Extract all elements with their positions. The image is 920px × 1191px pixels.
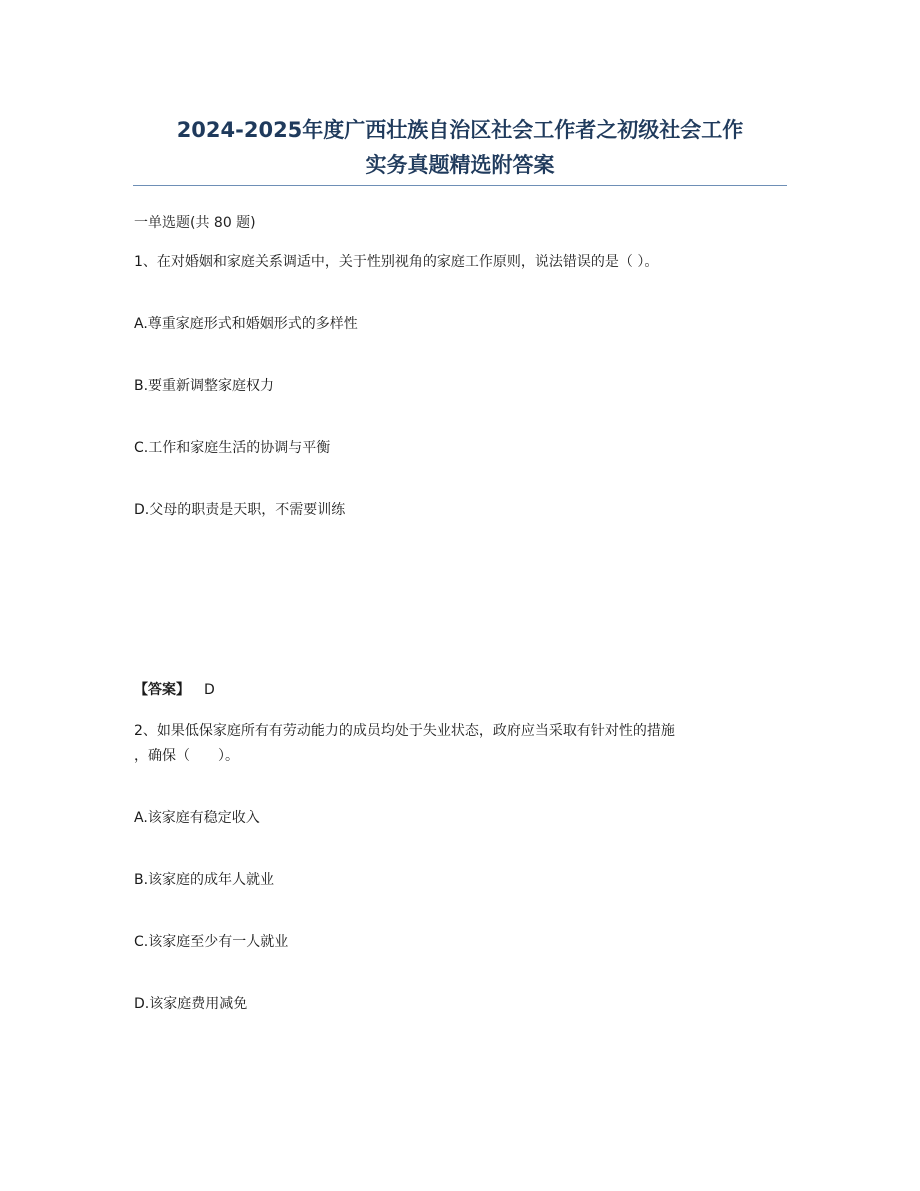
document-title-line-2: 实务真题精选附答案 <box>365 153 555 177</box>
question-1-option-b: B.要重新调整家庭权力 <box>134 378 275 394</box>
question-1-option-a: A.尊重家庭形式和婚姻形式的多样性 <box>134 316 358 332</box>
question-2-stem-line-1: 2、如果低保家庭所有有劳动能力的成员均处于失业状态，政府应当采取有针对性的措施 <box>134 723 675 739</box>
section-heading: 一单选题(共 80 题) <box>134 215 256 231</box>
question-2-option-c: C.该家庭至少有一人就业 <box>134 934 289 950</box>
document-title-line-1: 2024-2025年度广西壮族自治区社会工作者之初级社会工作 <box>176 118 744 142</box>
question-2-option-b: B.该家庭的成年人就业 <box>134 872 275 888</box>
question-2-option-d: D.该家庭费用减免 <box>134 996 248 1012</box>
question-2-stem-line-2: ，确保（ ）。 <box>134 748 239 764</box>
question-1-option-d: D.父母的职责是天职，不需要训练 <box>134 502 346 518</box>
title-divider <box>133 185 787 186</box>
answer-label: 【答案】 <box>134 682 190 698</box>
question-1-answer <box>134 680 215 700</box>
question-1-stem: 1、在对婚姻和家庭关系调适中，关于性别视角的家庭工作原则，说法错误的是（ ）。 <box>134 254 659 270</box>
answer-value: D <box>204 682 215 698</box>
question-2-option-a: A.该家庭有稳定收入 <box>134 810 260 826</box>
question-1-option-c: C.工作和家庭生活的协调与平衡 <box>134 440 331 456</box>
